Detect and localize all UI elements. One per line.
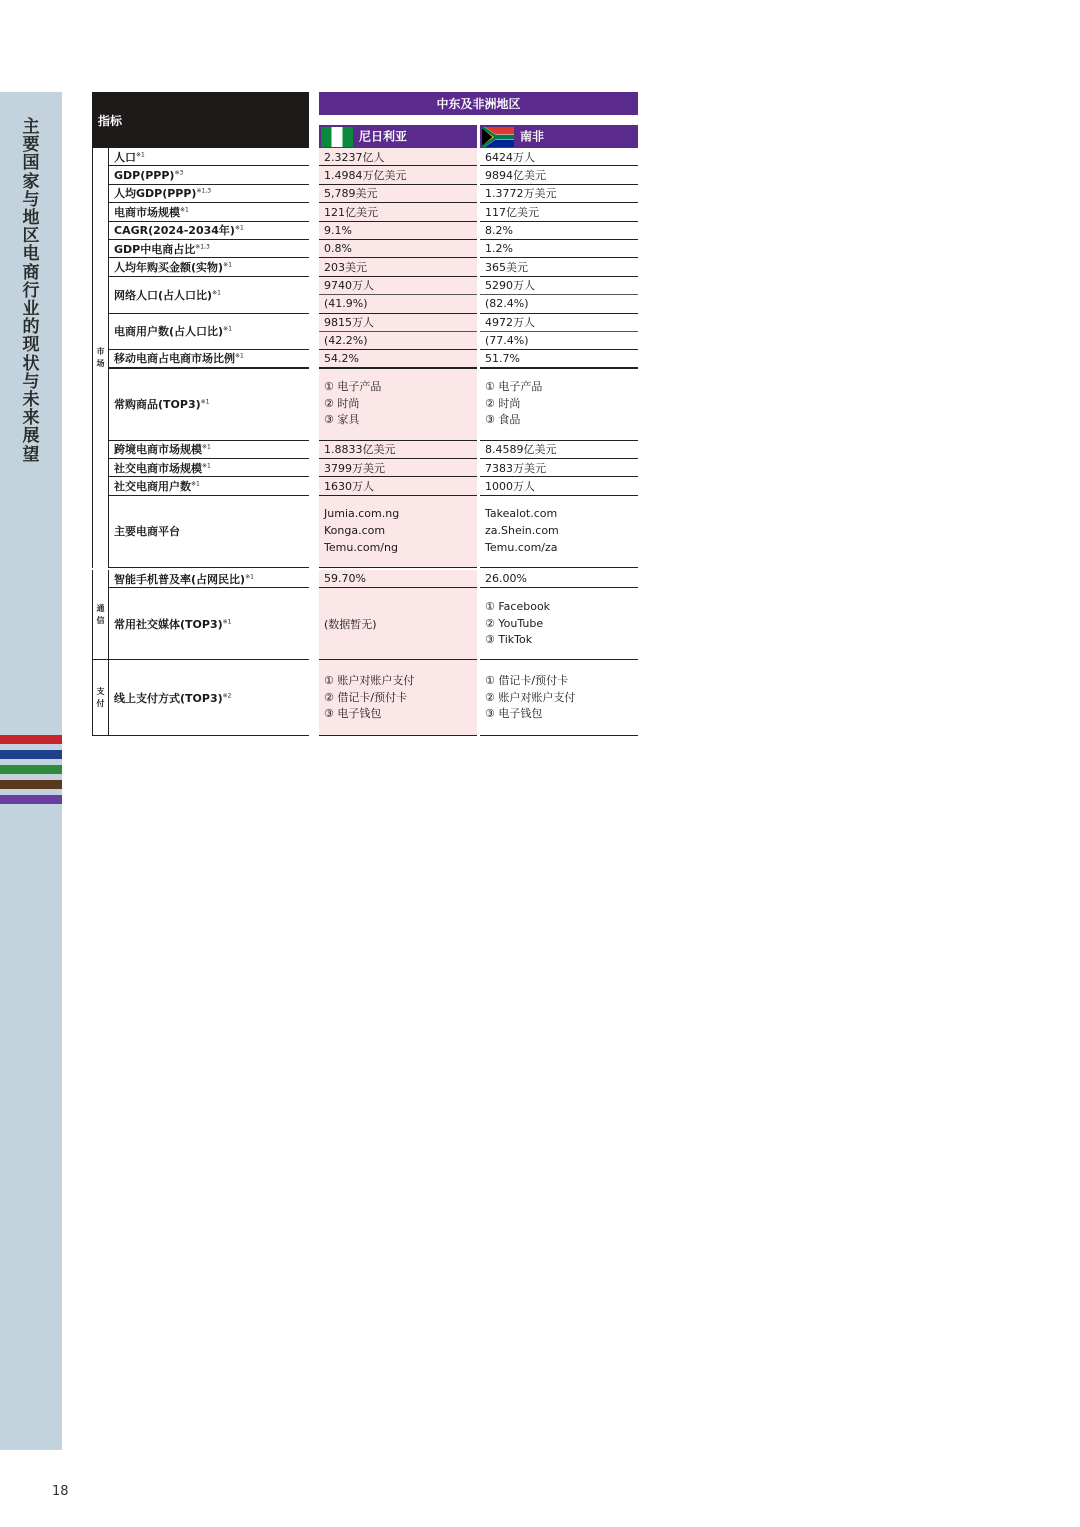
category-payment: 支付 <box>92 660 109 736</box>
table-row: 网络人口(占人口比)$^{※1}$ 9740万人 5290万人 <box>92 277 638 295</box>
south-africa-flag-icon <box>482 127 514 147</box>
indicator-table-lower <box>92 570 638 736</box>
stripe-blue <box>0 750 62 759</box>
header-region: 中东及非洲地区 <box>319 92 638 115</box>
table-row: GDP中电商占比$^{※1,3}$ 0.8% 1.2% <box>92 240 638 258</box>
nigeria-flag-icon <box>321 127 353 147</box>
table-row: 常用社交媒体$(TOP3)^{※1}$ (数据暂无) ① Facebook ② YouTube ③ TikTok <box>92 588 638 660</box>
stripe-green <box>0 765 62 774</box>
table-row: 电商市场规模$^{※1}$ 121亿美元 117亿美元 <box>92 203 638 221</box>
stripe-brown <box>0 780 62 789</box>
table-row: (41.9%) (82.4%) <box>92 295 638 313</box>
table-row: 社交电商市场规模$^{※1}$ 3799万美元 7383万美元 <box>92 459 638 477</box>
table-row: (42.2%) (77.4%) <box>92 332 638 350</box>
table-row: 主要电商平台 Jumia.com.ng Konga.com Temu.com/ng Takealot.com za.Shein.com Temu.com/za <box>92 496 638 568</box>
header-country-nigeria <box>319 125 477 148</box>
indicator-table <box>92 92 638 568</box>
table-row: GDP(PPP)$^{※3}$ 1.4984万亿美元 9894亿美元 <box>92 166 638 184</box>
color-stripes <box>0 735 62 810</box>
table-row: 跨境电商市场规模$^{※1}$ 1.8833亿美元 8.4589亿美元 <box>92 441 638 459</box>
table-row: 移动电商占电商市场比例$^{※1}$ 54.2% 51.7% <box>92 350 638 368</box>
country-name-nigeria: 尼日利亚 <box>359 129 408 144</box>
header-indicator: 指标 <box>92 92 309 148</box>
category-telecom: 通信 <box>92 570 109 660</box>
table-row: CAGR(2024-2034年)$^{※1}$ 9.1% 8.2% <box>92 222 638 240</box>
table-row: 人均年购买金额(实物)$^{※1}$ 203美元 365美元 <box>92 258 638 276</box>
page-number: 18 <box>52 1484 69 1499</box>
table-row: 人均GDP(PPP)$^{※1,3}$ 5,789美元 1.3772万美元 <box>92 185 638 203</box>
category-market: 市场 <box>92 148 109 568</box>
table-row: 社交电商用户数$^{※1}$ 1630万人 1000万人 <box>92 477 638 495</box>
side-title: 主要国家与地区电商行业的现状与未来展望 <box>22 117 40 465</box>
stripe-purple <box>0 795 62 804</box>
table-row: 通信 智能手机普及率(占网民比)$^{※1}$ 59.70% 26.00% <box>92 570 638 588</box>
table-row: 支付 线上支付方式$(TOP3)^{※2}$ ① 账户对账户支付 ② 借记卡/预付卡 ③ 电子钱包 ① 借记卡/预付卡 ② 账户对账户支付 ③ 电子钱包 <box>92 660 638 736</box>
table-row: 市场 人口$^{※1}$ 2.3237亿人 6424万人 <box>92 148 638 166</box>
table-row: 常购商品$(TOP3)^{※1}$ ① 电子产品 ② 时尚 ③ 家具 ① 电子产品 ② 时尚 ③ 食品 <box>92 369 638 441</box>
table-row: 电商用户数(占人口比)$^{※1}$ 9815万人 4972万人 <box>92 314 638 332</box>
header-country-south-africa <box>480 125 638 148</box>
stripe-red <box>0 735 62 744</box>
country-name-south-africa: 南非 <box>520 129 545 144</box>
